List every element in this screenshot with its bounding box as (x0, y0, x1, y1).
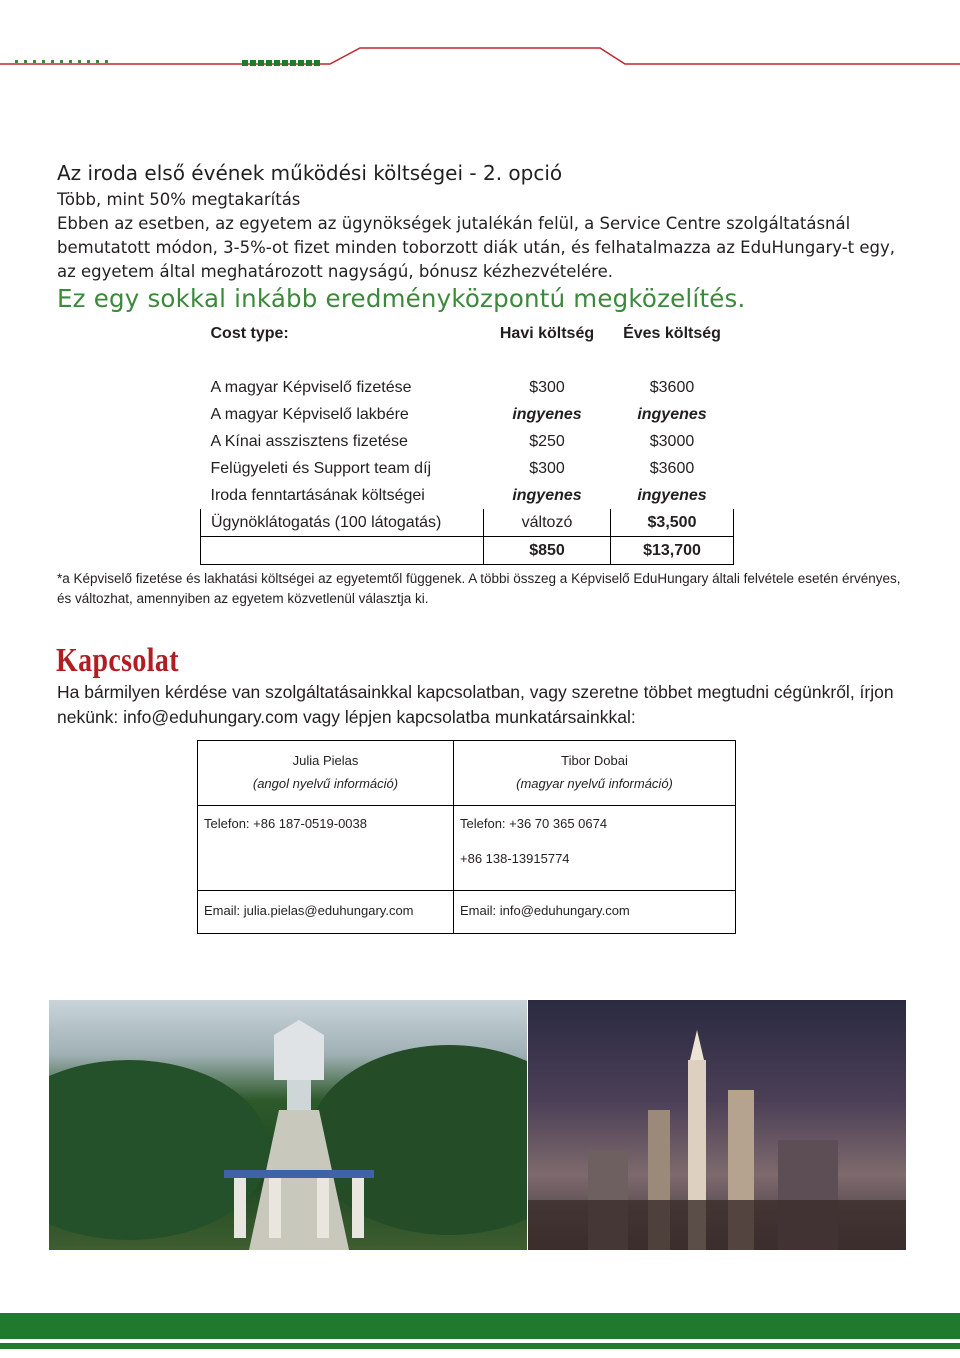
table-row (201, 482, 734, 509)
table-row (201, 401, 734, 428)
contact-name: Tibor Dobai (561, 753, 628, 768)
phone-cell (198, 806, 454, 891)
page-header-decoration (0, 0, 960, 80)
intro-section (57, 160, 917, 284)
phone-cell (454, 806, 736, 891)
lead-statement: Ez egy sokkal inkább eredményközpontú megközelítés. (57, 284, 746, 313)
table-row (201, 374, 734, 401)
total-monthly: $850 (484, 537, 611, 565)
table-row (201, 509, 734, 537)
table-row (201, 455, 734, 482)
header-line (0, 0, 960, 80)
monthly-cost: $250 (529, 432, 565, 450)
contact-phone-row (198, 806, 736, 891)
col-header-cost-type: Cost type: (210, 325, 289, 342)
yearly-cost: $3000 (649, 432, 695, 450)
email-cell (454, 891, 736, 934)
yearly-cost: $3600 (649, 378, 695, 396)
intro-paragraph: Ebben az esetben, az egyetem az ügynökségek jutalékán felül, a Service Centre szolgáltatásnál bemutatott módon, 3-5%-ot fizet minden toborzott diák után, és felhatalmazza az EduHungary-t egy, az egyetem által meghatározott nagyságú, bónusz kézhezvételére. (57, 214, 896, 281)
contact-phone: Telefon: +36 70 365 0674 (460, 816, 608, 831)
yearly-cost: ingyenes (637, 486, 707, 504)
table-row (201, 428, 734, 455)
contact-table (197, 740, 736, 934)
contact-title: Kapcsolat (56, 642, 179, 679)
contact-cell-tibor (454, 741, 736, 806)
contact-email[interactable]: Email: info@eduhungary.com (460, 903, 630, 918)
cost-label: A magyar Képviselő fizetése (210, 378, 412, 396)
total-yearly: $13,700 (611, 537, 734, 565)
monthly-cost: változó (484, 509, 611, 537)
contact-text: Ha bármilyen kérdése van szolgáltatásainkkal kapcsolatban, vagy szeretne többet megtudni cégünkről, írjon nekünk: info@eduhungary.com vagy lépjen kapcsolatba munkatársainkkal: (57, 682, 894, 727)
photo-city-illustration (528, 1000, 906, 1250)
photo-mausoleum-park (49, 1000, 527, 1250)
cost-label: A magyar Képviselő lakbére (210, 405, 409, 423)
contact-email-row (198, 891, 736, 934)
cost-label: Iroda fenntartásának költségei (210, 486, 425, 504)
cost-label: A Kínai asszisztens fizetése (210, 432, 408, 450)
contact-names-row (198, 741, 736, 806)
contact-phone: Telefon: +86 187-0519-0038 (204, 816, 367, 831)
monthly-cost: $300 (529, 378, 565, 396)
contact-language: (angol nyelvű információ) (252, 776, 399, 791)
yearly-cost: $3600 (649, 459, 695, 477)
email-cell (198, 891, 454, 934)
contact-phone-secondary: +86 138-13915774 (460, 851, 570, 866)
contact-email[interactable]: Email: julia.pielas@eduhungary.com (204, 903, 414, 918)
header-blocks (242, 60, 320, 66)
cost-label: Ügynöklátogatás (100 látogatás) (201, 509, 484, 537)
footer-band (0, 1313, 960, 1339)
contact-language: (magyar nyelvű információ) (516, 776, 673, 791)
footer-line (0, 1343, 960, 1349)
yearly-cost: ingyenes (637, 405, 707, 423)
header-dots (15, 60, 108, 64)
monthly-cost: ingyenes (512, 405, 582, 423)
yearly-cost: $3,500 (611, 509, 734, 537)
contact-cell-julia (198, 741, 454, 806)
footnote: *a Képviselő fizetése és lakhatási költségei az egyetemtől függenek. A többi összeg a Képviselő EduHungary általi felvétele esetén érvényes, és változhat, amennyiben az egyetem közvetlenül választja ki. (57, 571, 901, 606)
cost-label: Felügyeleti és Support team díj (210, 459, 432, 477)
photo-night-city (528, 1000, 906, 1250)
total-label (201, 537, 484, 565)
col-header-monthly: Havi költség (499, 325, 595, 342)
total-row (201, 537, 734, 565)
cost-table-header (201, 316, 734, 352)
intro-savings: Több, mint 50% megtakarítás (57, 190, 301, 209)
monthly-cost: $300 (529, 459, 565, 477)
col-header-yearly: Éves költség (623, 325, 721, 342)
monthly-cost: ingyenes (512, 486, 582, 504)
contact-name: Julia Pielas (292, 753, 359, 768)
intro-heading: Az iroda első évének működési költségei - 2. opció (57, 161, 563, 185)
cost-table (200, 316, 734, 565)
photo-mausoleum-illustration (49, 1000, 527, 1250)
